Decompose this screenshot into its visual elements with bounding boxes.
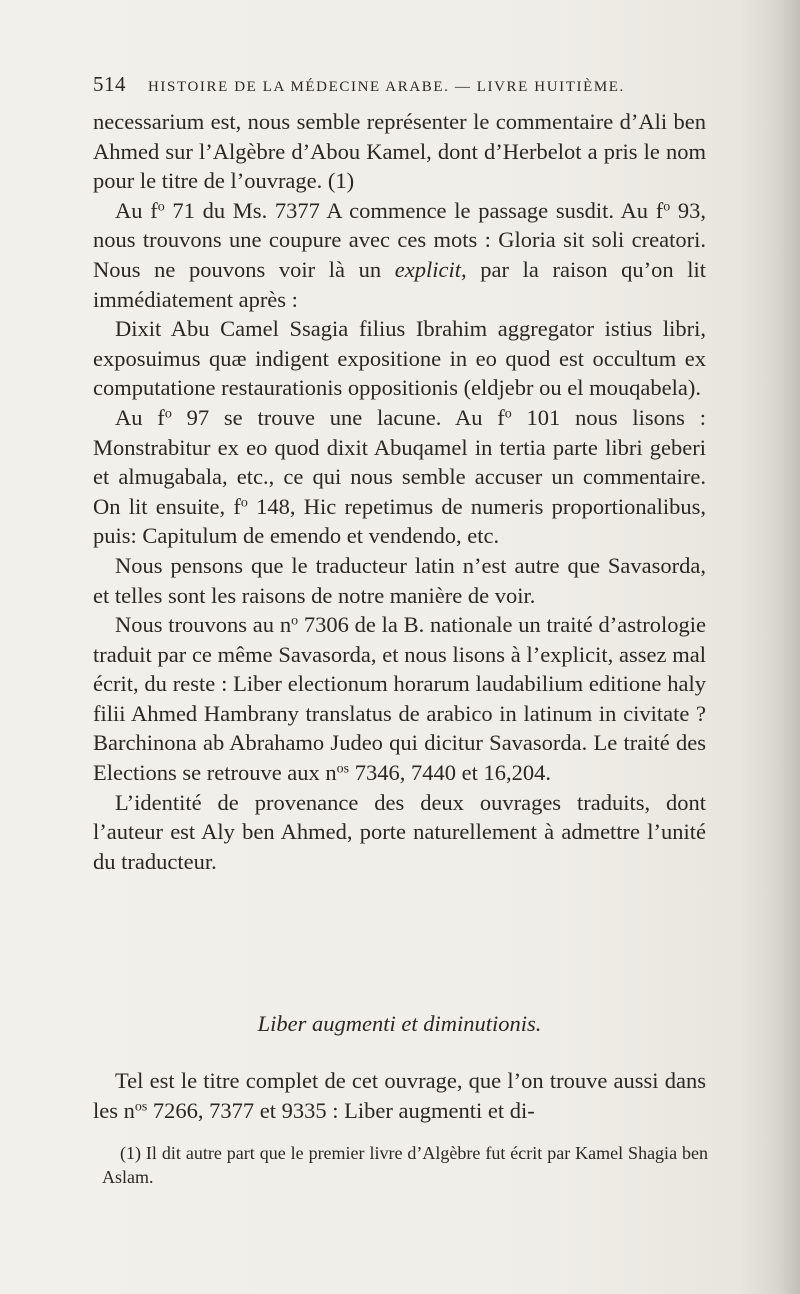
paragraph-6: Nous trouvons au $n^o$ 7306 de la B. nationale un traité d’astrologie traduit par ce même Savasorda, et nous lisons à l’explicit, assez mal écrit, du reste : Liber electionum horarum laudabilium editione haly filii Ahmed Hambrany translatus de arabico in latinum in civitate ? Barchinona ab Abrahamo Judeo qui dicitur Savasorda. Le traité des Elections se retrouve aux $n^{os}$ 7346, 7440 et 16,204.	[93, 612, 706, 786]
superscript: o	[291, 613, 299, 629]
paragraph-7: L’identité de provenance des deux ouvrages traduits, dont l’auteur est Aly ben Ahmed, porte naturellement à admettre l’unité du traducteur.	[93, 789, 706, 874]
superscript: o	[504, 406, 512, 422]
superscript: o	[240, 495, 248, 511]
section-text	[93, 1066, 706, 1125]
page-number: 514	[93, 72, 126, 96]
italic-term: explicit	[394, 256, 461, 282]
superscript: os	[134, 1098, 148, 1114]
main-text	[93, 107, 706, 876]
paragraph-5: Nous pensons que le traducteur latin n’est autre que Savasorda, et telles sont les raisons de notre manière de voir.	[93, 552, 706, 608]
running-head	[93, 72, 673, 97]
footnote	[102, 1141, 708, 1189]
superscript: o	[663, 199, 671, 215]
paragraph-4: Au $f^o$ 97 se trouve une lacune. Au $f^o$ 101 nous lisons : Monstrabitur ex eo quod dixit Abuqamel in tertia parte libri geberi et almugabala, etc., ce qui nous semble accuser un commentaire. On lit ensuite, $f^o$ 148, Hic repetimus de numeris proportionalibus, puis: Capitulum de emendo et vendendo, etc.	[93, 404, 707, 549]
footnote-text: (1) Il dit autre part que le premier livre d’Algèbre fut écrit par Kamel Shagia ben Aslam.	[102, 1143, 708, 1187]
superscript: os	[336, 761, 350, 777]
section-paragraph-1: Tel est le titre complet de cet ouvrage, que l’on trouve aussi dans les $n^{os}$ 7266, 7377 et 9335 : Liber augmenti et di-	[93, 1068, 706, 1123]
running-title: HISTOIRE DE LA MÉDECINE ARABE. — LIVRE HUITIÈME.	[148, 79, 625, 95]
paragraph-3: Dixit Abu Camel Ssagia filius Ibrahim aggregator istius libri, exposuimus quæ indigent expositione in eo quod est occultum ex computatione restaurationis oppositionis (eldjebr ou el mouqabela).	[93, 316, 706, 401]
section-heading: Liber augmenti et diminutionis.	[257, 1011, 542, 1036]
paragraph-2: Au $f^o$ 71 du Ms. 7377 A commence le passage susdit. Au $f^o$ 93, nous trouvons une coupure avec ces mots : Gloria sit soli creatori. Nous ne pouvons voir là un explicit, par la raison qu’on lit immédiatement après :	[93, 197, 706, 312]
page-edge-shadow	[740, 0, 800, 1294]
superscript: o	[157, 199, 165, 215]
superscript: o	[164, 406, 172, 422]
paragraph-1: necessarium est, nous semble représenter le commentaire d’Ali ben Ahmed sur l’Algèbre d’Abou Kamel, dont d’Herbelot a pris le nom pour le titre de l’ouvrage. (1)	[93, 109, 706, 194]
